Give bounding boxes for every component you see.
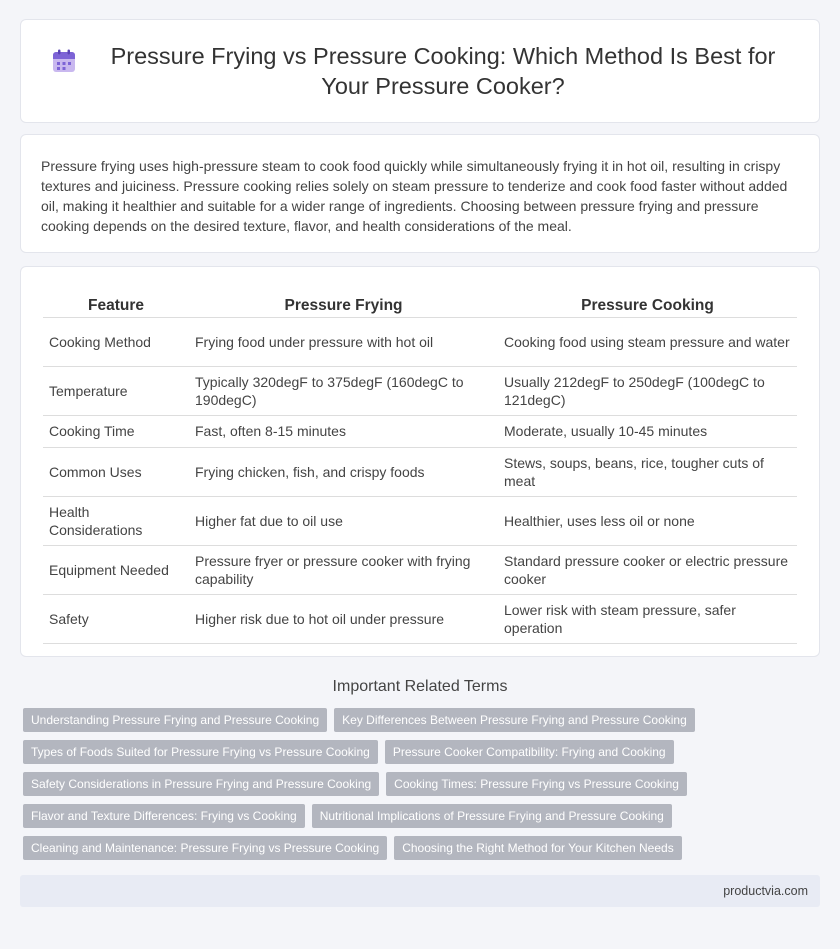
table-cell: Common Uses <box>43 447 189 496</box>
footer <box>20 875 820 907</box>
footer-site-link[interactable]: productvia.com <box>723 884 808 898</box>
comparison-table-card <box>20 266 820 657</box>
column-header: Pressure Frying <box>189 289 498 317</box>
table-row <box>43 415 797 447</box>
table-cell: Typically 320degF to 375degF (160degC to 190degC) <box>189 366 498 415</box>
table-cell: Pressure fryer or pressure cooker with frying capability <box>189 545 498 594</box>
table-cell: Health Considerations <box>43 496 189 545</box>
table-row <box>43 545 797 594</box>
table-cell: Frying chicken, fish, and crispy foods <box>189 447 498 496</box>
related-term-tag[interactable]: Key Differences Between Pressure Frying and Pressure Cooking <box>334 708 695 732</box>
table-cell: Lower risk with steam pressure, safer operation <box>498 594 797 643</box>
related-term-tag[interactable]: Cleaning and Maintenance: Pressure Frying vs Pressure Cooking <box>23 836 387 860</box>
table-cell: Fast, often 8-15 minutes <box>189 415 498 447</box>
table-cell: Safety <box>43 594 189 643</box>
page-header <box>20 19 820 123</box>
table-cell: Temperature <box>43 366 189 415</box>
table-header-row <box>43 289 797 317</box>
table-cell: Equipment Needed <box>43 545 189 594</box>
intro-text: Pressure frying uses high-pressure steam to cook food quickly while simultaneously frying it in hot oil, resulting in crispy textures and juiciness. Pressure cooking relies solely on steam pressure to tenderize and cook food faster without added oil, making it healthier and suitable for a wider range of ingredients. Choosing between pressure frying and pressure cooking depends on the desired texture, flavor, and health considerations of the meal. <box>41 158 788 234</box>
column-header: Pressure Cooking <box>498 289 797 317</box>
related-terms-list <box>23 708 820 868</box>
page-title: Pressure Frying vs Pressure Cooking: Which Method Is Best for Your Pressure Cooker? <box>110 43 776 99</box>
related-term-tag[interactable]: Pressure Cooker Compatibility: Frying and Cooking <box>385 740 674 764</box>
comparison-table <box>43 289 797 644</box>
related-term-tag[interactable]: Types of Foods Suited for Pressure Frying vs Pressure Cooking <box>23 740 378 764</box>
table-row <box>43 496 797 545</box>
table-row <box>43 317 797 366</box>
table-row <box>43 366 797 415</box>
related-term-tag[interactable]: Nutritional Implications of Pressure Frying and Pressure Cooking <box>312 804 672 828</box>
related-term-tag[interactable]: Understanding Pressure Frying and Pressure Cooking <box>23 708 327 732</box>
related-terms-title: Important Related Terms <box>332 678 508 695</box>
related-term-tag[interactable]: Safety Considerations in Pressure Frying and Pressure Cooking <box>23 772 379 796</box>
table-cell: Cooking Method <box>43 317 189 366</box>
table-row <box>43 447 797 496</box>
table-cell: Cooking Time <box>43 415 189 447</box>
related-term-tag[interactable]: Choosing the Right Method for Your Kitchen Needs <box>394 836 682 860</box>
table-cell: Moderate, usually 10-45 minutes <box>498 415 797 447</box>
intro-section <box>20 134 820 253</box>
calendar-icon <box>51 48 77 74</box>
table-cell: Standard pressure cooker or electric pressure cooker <box>498 545 797 594</box>
table-cell: Healthier, uses less oil or none <box>498 496 797 545</box>
table-cell: Usually 212degF to 250degF (100degC to 121degC) <box>498 366 797 415</box>
table-cell: Stews, soups, beans, rice, tougher cuts of meat <box>498 447 797 496</box>
table-row <box>43 594 797 643</box>
table-cell: Frying food under pressure with hot oil <box>189 317 498 366</box>
table-cell: Higher risk due to hot oil under pressure <box>189 594 498 643</box>
table-cell: Higher fat due to oil use <box>189 496 498 545</box>
related-term-tag[interactable]: Cooking Times: Pressure Frying vs Pressure Cooking <box>386 772 687 796</box>
related-term-tag[interactable]: Flavor and Texture Differences: Frying vs Cooking <box>23 804 305 828</box>
column-header: Feature <box>43 289 189 317</box>
table-cell: Cooking food using steam pressure and water <box>498 317 797 366</box>
